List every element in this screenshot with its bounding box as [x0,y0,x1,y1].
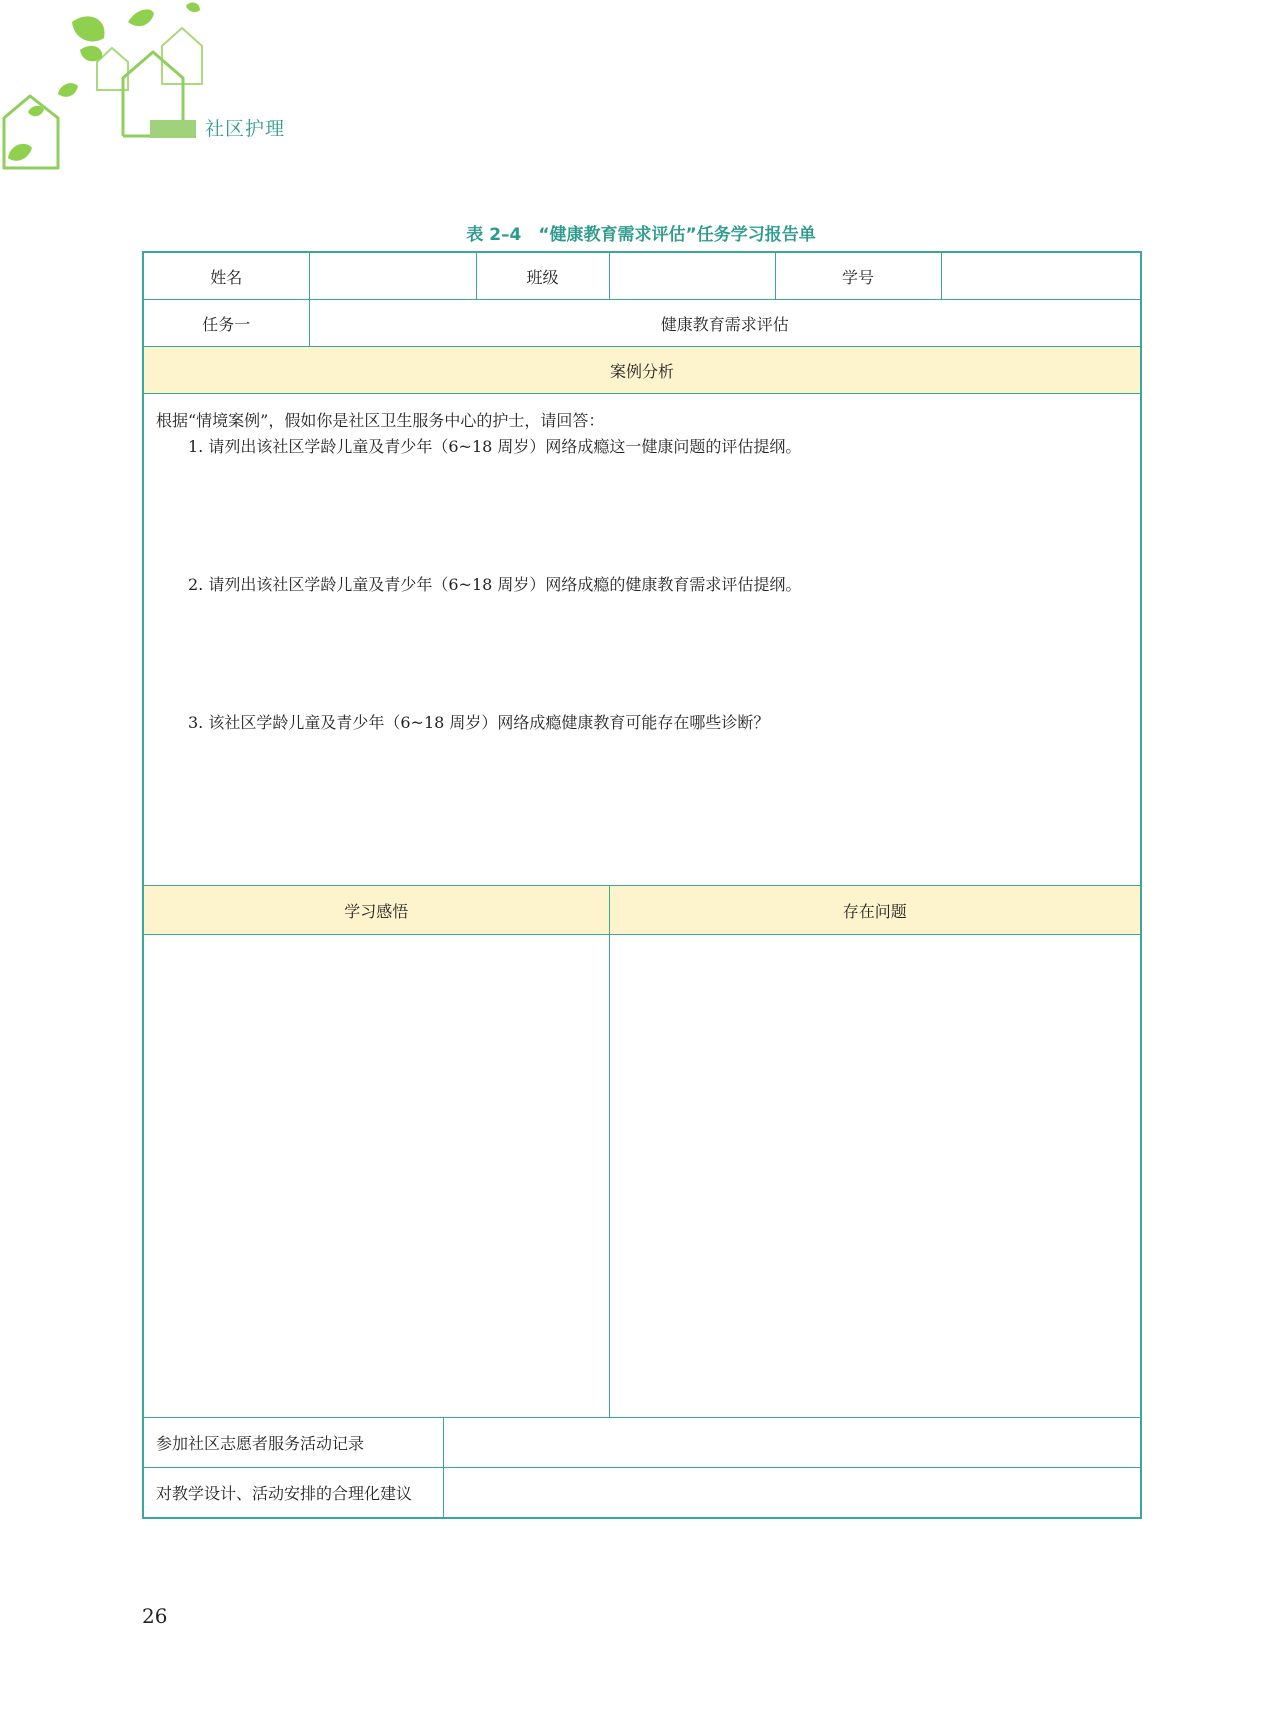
suggestion-label: 对教学设计、活动安排的合理化建议 [143,1468,443,1518]
reflection-field[interactable] [143,935,609,1418]
name-field[interactable] [309,252,609,300]
problems-header: 存在问题 [609,886,1141,935]
section-title: 社区护理 [205,118,286,140]
house-leaf-logo [0,0,300,180]
problems-field[interactable] [609,935,1141,1418]
id-field[interactable] [941,252,1141,300]
volunteer-field[interactable] [443,1418,1141,1468]
id-label: 学号 [842,267,875,287]
task-label: 任务一 [143,300,309,347]
reflection-header: 学习感悟 [143,886,609,935]
class-label: 班级 [476,253,609,299]
case-analysis-area[interactable] [143,394,1141,886]
volunteer-label: 参加社区志愿者服务活动记录 [143,1418,443,1468]
report-form-table [142,251,1142,1519]
task-value: 健康教育需求评估 [309,300,1141,347]
page-number: 26 [142,1604,168,1628]
question-3: 3. 该社区学龄儿童及青少年（6~18 周岁）网络成瘾健康教育可能存在哪些诊断？ [188,713,770,732]
table-caption: 表 2–4 “健康教育需求评估”任务学习报告单 [466,225,816,245]
suggestion-field[interactable] [443,1468,1141,1518]
case-intro: 根据“情境案例”，假如你是社区卫生服务中心的护士，请回答： [156,411,605,430]
header-accent-bar [150,120,196,138]
case-analysis-header: 案例分析 [143,347,1141,394]
id-field-wrap [775,252,941,300]
name-label: 姓名 [143,252,309,300]
question-1: 1. 请列出该社区学龄儿童及青少年（6~18 周岁）网络成瘾这一健康问题的评估提纲。 [188,437,802,456]
question-2: 2. 请列出该社区学龄儿童及青少年（6~18 周岁）网络成瘾的健康教育需求评估提纲。 [188,575,802,594]
class-field[interactable] [609,252,775,300]
